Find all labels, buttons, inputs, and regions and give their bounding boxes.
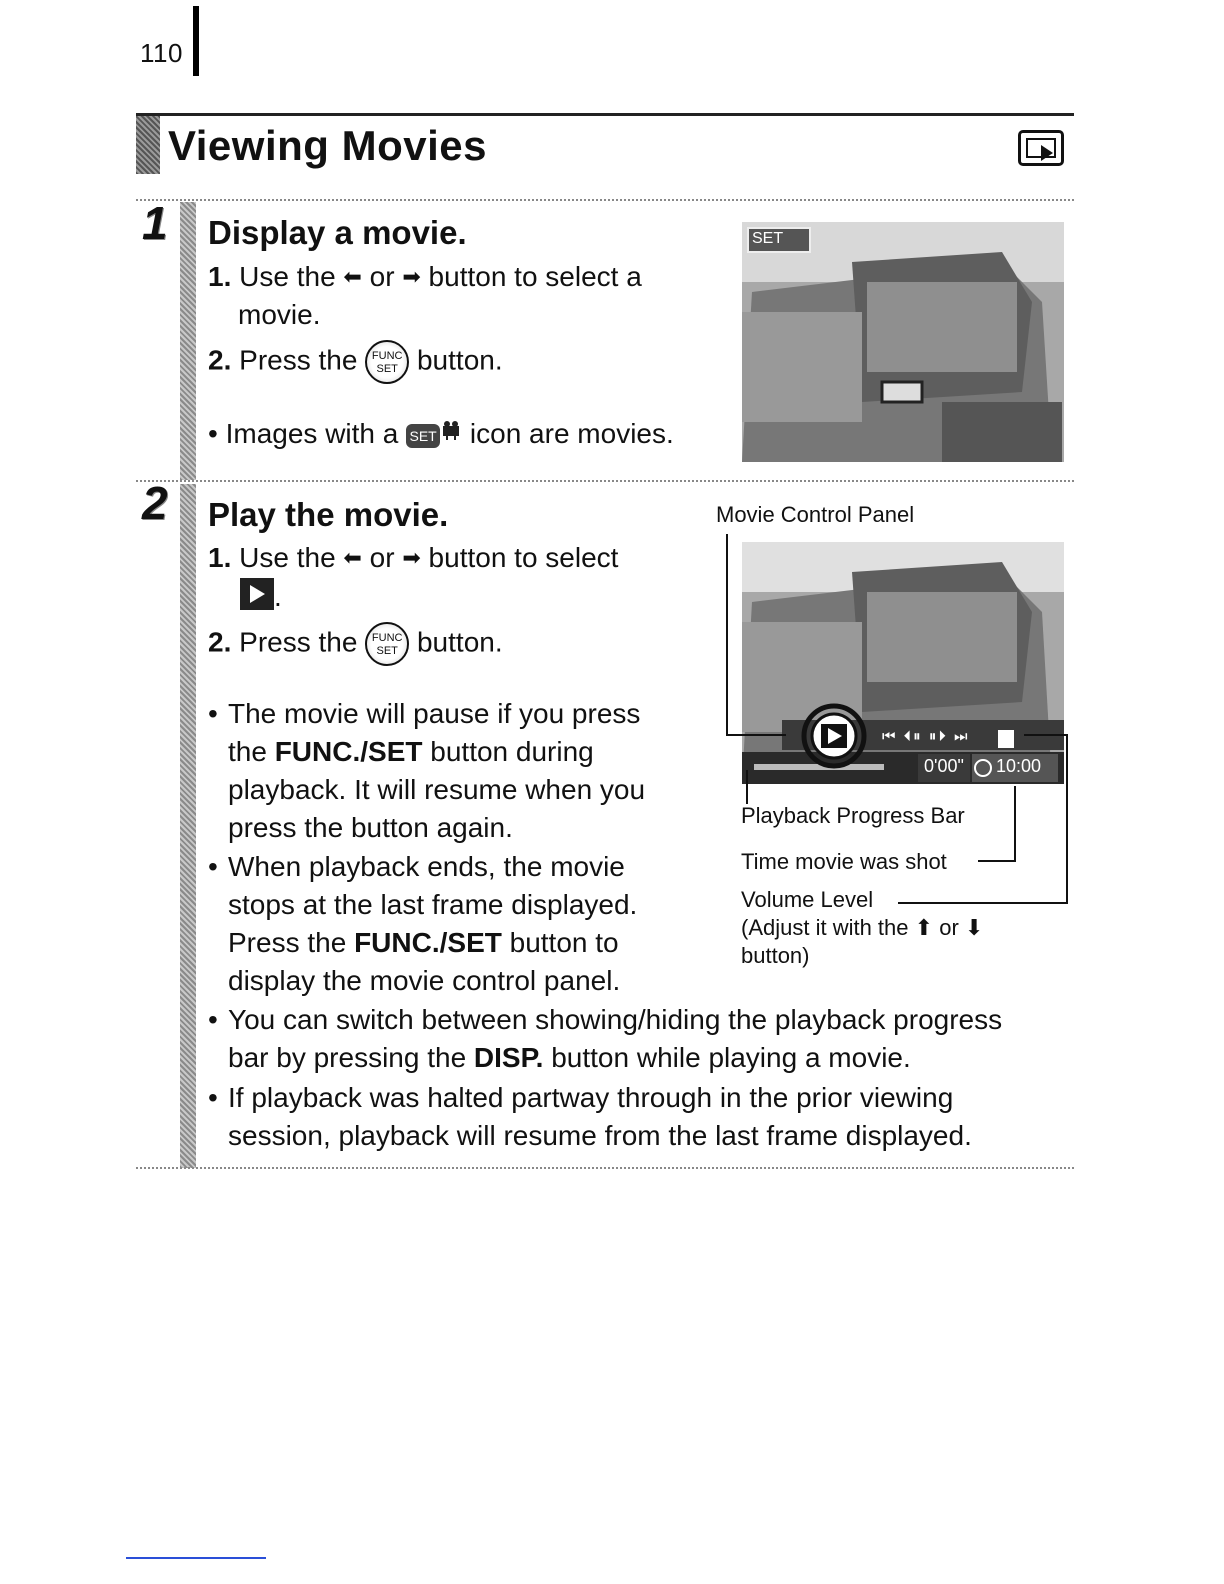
disp-label: DISP. (473, 1042, 544, 1073)
bullet-text: display the movie control panel. (228, 965, 621, 996)
footer-rule (126, 1557, 266, 1559)
callout-line (1014, 786, 1016, 862)
caption-adjust (741, 915, 983, 941)
bullet-text (228, 1039, 1068, 1077)
divider (136, 199, 1074, 201)
callout-line (898, 902, 1068, 904)
play-symbol: . (240, 578, 282, 616)
bullet-text: playback. It will resume when you (228, 774, 646, 805)
bullet-text: session, playback will resume from the last frame displayed. (228, 1120, 972, 1151)
instruction-text: button. (416, 344, 503, 376)
bullet-text: stops at the last frame displayed. (228, 889, 638, 920)
up-arrow-icon: ⬆ (914, 915, 934, 940)
func-label: FUNC (371, 350, 403, 362)
set-label: SET (376, 363, 398, 375)
caption-control-panel: Movie Control Panel (716, 502, 915, 527)
down-arrow-icon: ⬇ (964, 915, 984, 940)
set-badge: SET (752, 230, 784, 247)
page-number-rule (193, 6, 199, 76)
func-set-button-icon (365, 340, 409, 384)
note-text: Images with a (225, 418, 399, 449)
bullet-text-part: bar by pressing the (228, 1042, 474, 1073)
elapsed-time: 0'00" (924, 756, 964, 776)
left-arrow-icon: ⬅ (343, 545, 362, 570)
instruction-2 (208, 622, 503, 666)
item-number: 1. (208, 261, 232, 292)
func-set-label: FUNC./SET (354, 927, 502, 958)
bullet-text-part: button while playing a movie. (543, 1042, 911, 1073)
caption-text: (Adjust it with the (741, 915, 909, 940)
right-arrow-icon: ➡ (402, 264, 421, 289)
instruction-text: or (369, 261, 395, 292)
set-label: SET (376, 645, 398, 657)
camera-screen-image (742, 542, 1064, 784)
callout-line (726, 534, 728, 736)
bullet-text: You can switch between showing/hiding the playback progress (228, 1004, 1003, 1035)
caption-time-shot: Time movie was shot (741, 849, 947, 874)
bullet-text (228, 924, 708, 962)
bullet: • (208, 418, 218, 449)
bullet: • (208, 1004, 218, 1035)
bullet-item (208, 848, 708, 1000)
divider (136, 1167, 1074, 1169)
step-heading: Display a movie. (208, 214, 467, 251)
step-heading: Play the movie. (208, 496, 449, 533)
instruction-2 (208, 340, 503, 384)
func-set-label: FUNC./SET (274, 736, 423, 767)
callout-line (1066, 734, 1068, 904)
instruction-text: Use the (239, 542, 336, 573)
bullet-text-part: Press the (228, 927, 355, 958)
callout-line (978, 860, 1016, 862)
callout-line (1024, 734, 1068, 736)
bullet: • (208, 851, 218, 882)
instruction-text: Use the (239, 261, 336, 292)
bullet-text-part: the (228, 736, 275, 767)
instruction-text: movie. (238, 299, 321, 330)
playback-mode-icon (1018, 130, 1064, 166)
func-label: FUNC (371, 632, 403, 644)
caption-adjust-end: button) (741, 943, 810, 968)
bullet: • (208, 1082, 218, 1113)
page-number: 110 (140, 38, 183, 68)
bullet-text: If playback was halted partway through in the prior viewing (228, 1082, 954, 1113)
movie-icon (440, 413, 462, 435)
instruction-1 (208, 258, 728, 296)
caption-progress-bar: Playback Progress Bar (741, 803, 965, 828)
instruction-1 (208, 539, 708, 577)
bullet: • (208, 698, 218, 729)
step-bar (180, 202, 196, 480)
play-icon (240, 578, 274, 610)
step-number: 1 (142, 197, 168, 249)
caption-text: or (939, 915, 959, 940)
caption-volume: Volume Level (741, 887, 874, 912)
right-arrow-icon: ➡ (402, 545, 421, 570)
step-number: 2 (142, 477, 168, 529)
item-number: 2. (208, 626, 232, 658)
instruction-text: button to select a (428, 261, 642, 292)
bullet-item (208, 1079, 1068, 1155)
instruction-text: Press the (239, 626, 358, 658)
divider (136, 480, 1074, 482)
shot-time: 10:00 (996, 756, 1042, 776)
bullet-item (208, 1001, 1068, 1077)
callout-line (726, 734, 786, 736)
instruction-text: button. (416, 626, 503, 658)
bullet-text: When playback ends, the movie (228, 851, 625, 882)
set-badge-icon: SET (406, 424, 440, 448)
instruction-text: or (369, 542, 395, 573)
bullet-item (208, 695, 708, 847)
left-arrow-icon: ⬅ (343, 264, 362, 289)
bullet-text (228, 733, 708, 771)
instruction-text: button to select (428, 542, 619, 573)
camera-screen-image (742, 222, 1064, 462)
bullet-text: press the button again. (228, 812, 513, 843)
note (208, 413, 748, 453)
page-title: Viewing Movies (168, 122, 487, 169)
bullet-text-part: button to (501, 927, 619, 958)
title-rule (136, 113, 1074, 116)
bullet-text-part: button during (422, 736, 594, 767)
bullet-text: The movie will pause if you press (228, 698, 641, 729)
note-text: icon are movies. (469, 418, 674, 449)
title-marker (136, 116, 160, 174)
playback-controls-icons: ⏮ ⏴⏸ ⏸⏵ ⏭ (882, 728, 970, 745)
callout-line (746, 770, 748, 804)
step-bar (180, 484, 196, 1168)
item-number: 2. (208, 344, 232, 376)
instruction-text: Press the (239, 344, 358, 376)
item-number: 1. (208, 542, 232, 573)
func-set-button-icon (365, 622, 409, 666)
